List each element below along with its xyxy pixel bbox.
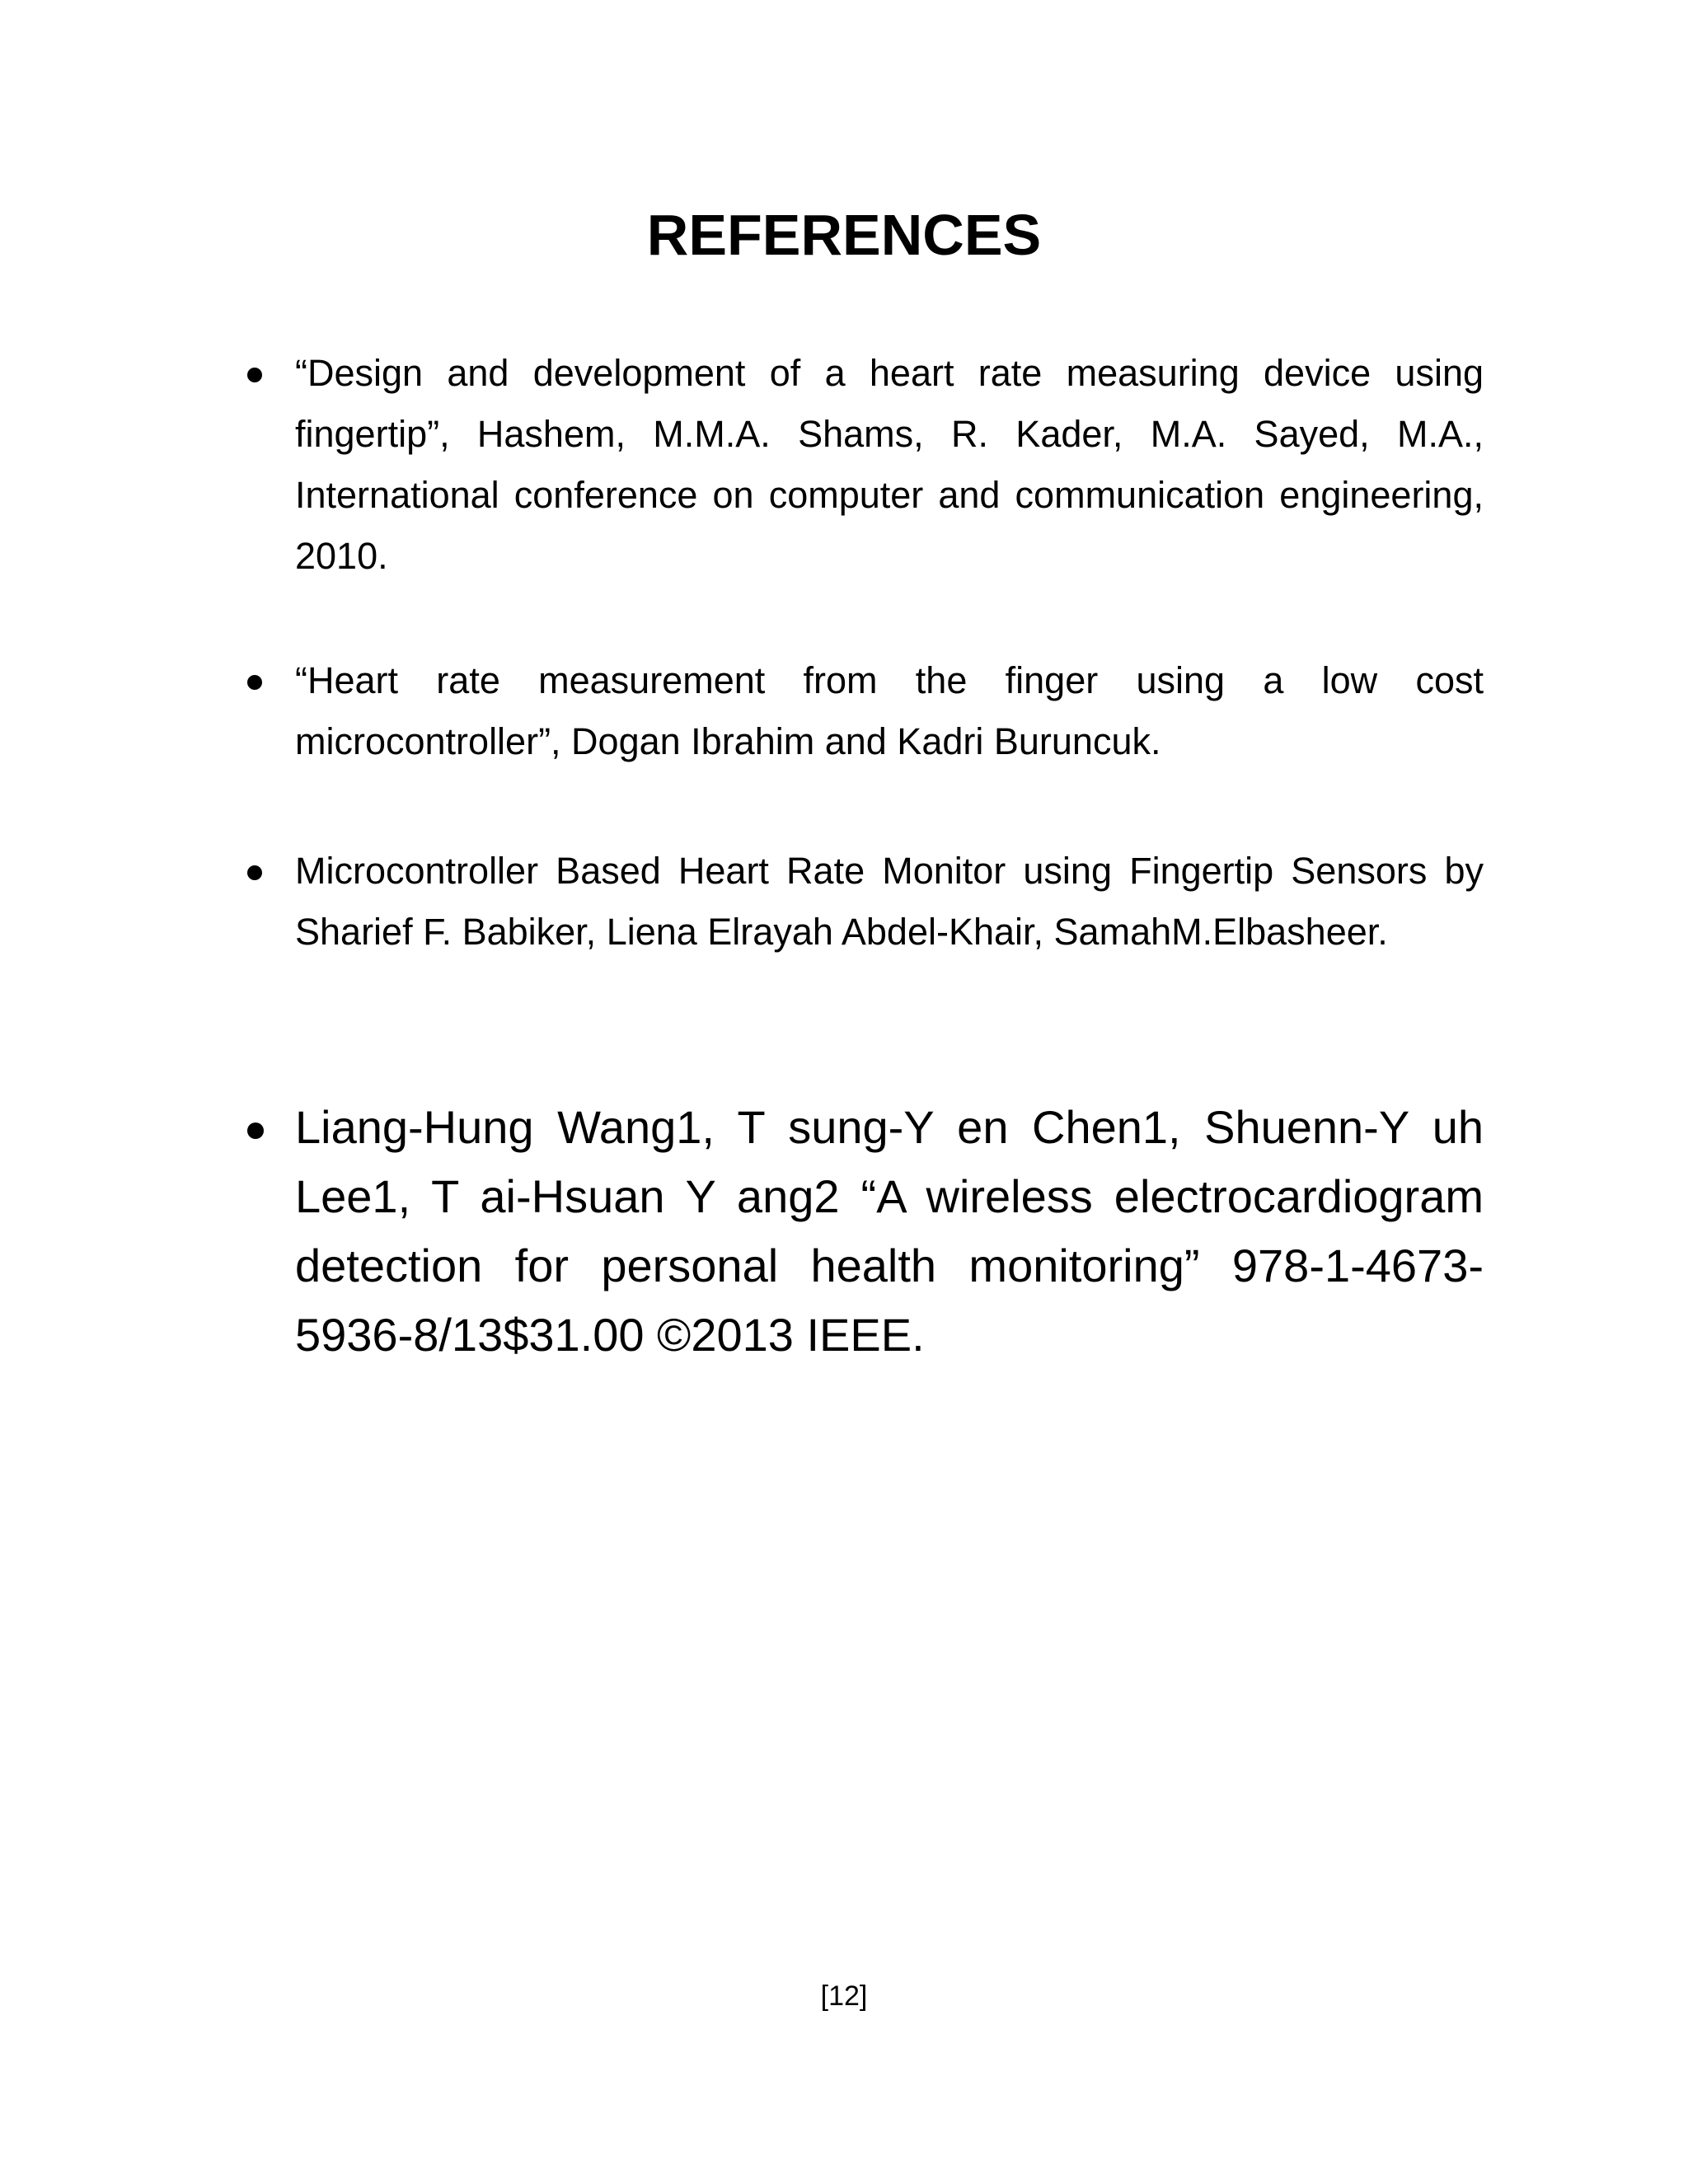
page-number: [12]	[820, 1980, 868, 2012]
reference-item	[295, 650, 1484, 772]
reference-text: Microcontroller Based Heart Rate Monitor using Fingertip Sensors by Sharief F. Babiker, Liena Elrayah Abdel-Khair, SamahM.Elbasheer.	[295, 850, 1484, 953]
reference-text: Liang-Hung Wang1, T sung-Y en Chen1, Shuenn-Y uh Lee1, T ai-Hsuan Y ang2 “A wireless electrocardiogram detection for personal health monitoring” 978-1-4673-5936-8/13$31.00 ©2013 IEEE.	[295, 1101, 1484, 1361]
bullet-icon	[247, 675, 262, 690]
reference-text: “Heart rate measurement from the finger using a low cost microcontroller”, Dogan Ibrahim and Kadri Buruncuk.	[295, 659, 1484, 762]
bullet-icon	[247, 1122, 264, 1139]
reference-item	[295, 841, 1484, 963]
bullet-icon	[247, 368, 262, 382]
page-title: REFERENCES	[646, 203, 1042, 267]
reference-item	[295, 343, 1484, 587]
bullet-icon	[247, 865, 262, 880]
reference-text: “Design and development of a heart rate measuring device using fingertip”, Hashem, M.M.A. Shams, R. Kader, M.A. Sayed, M.A., International conference on computer and communication engineering, 2010.	[295, 352, 1484, 577]
reference-item	[295, 1093, 1484, 1370]
